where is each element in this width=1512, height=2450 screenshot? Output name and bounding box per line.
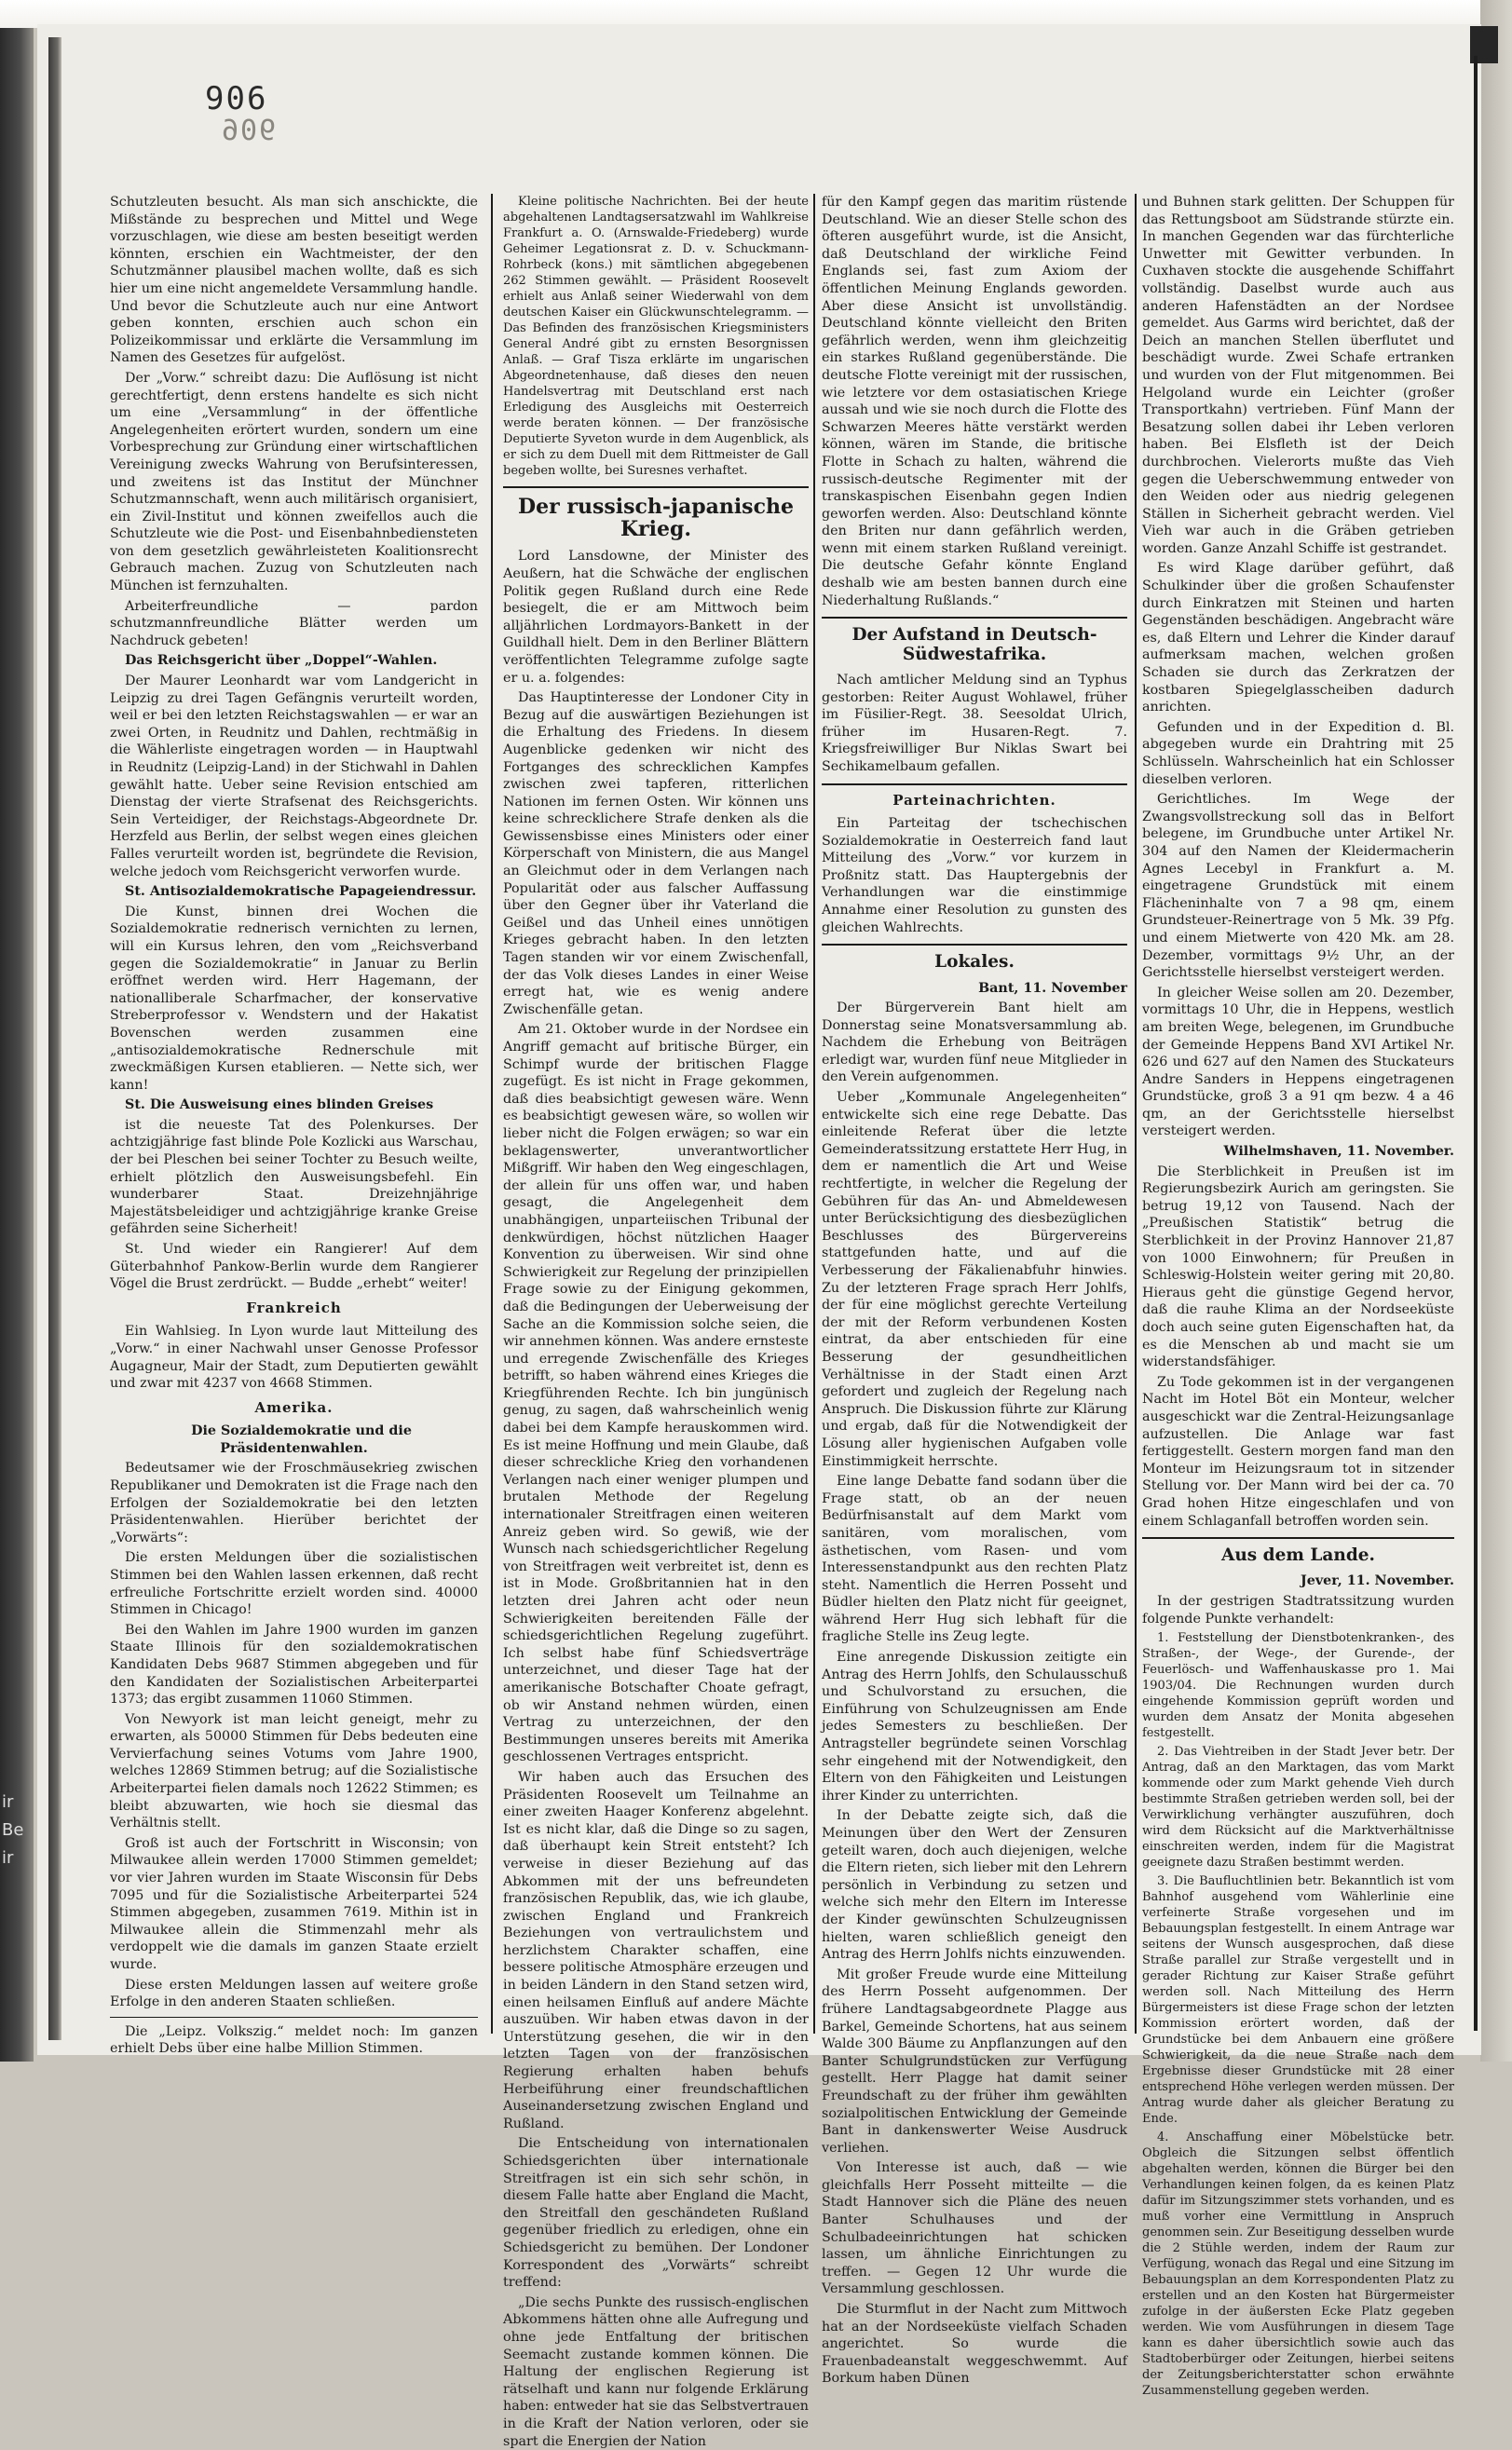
article-paragraph: Zu Tode gekommen ist in der vergangenen Nacht im Hotel Böt ein Monteur, welcher ausgeschickt war die Zentral-Heizungsanlage aufzustellen. Die Anlage war fast fertiggestellt. Gestern morgen fand man den Monteur im Heizungsraum tot in sitzender Stellung vor. Der Mann wird bei der ca. 70 Grad hohen Hitze eingeschlafen und von einem Schlaganfall betroffen worden sein. (1142, 1374, 1454, 1529)
separator (822, 944, 1127, 946)
article-paragraph: Das Hauptinteresse der Londoner City in Bezug auf die auswärtigen Beziehungen ist die Erhaltung des Friedens. In diesem Augenblicke gedenken wir nicht des Fortganges des schrecklichen Kampfes zwischen zwei tapferen, ritterlichen Nationen im fernen Osten. Wir können uns keine schrecklichere Strafe denken als die Gewissensbisse eines Ministers oder einer Körperschaft von Ministern, die aus Mangel an Gleichmut oder in dem Verlangen nach Popularität oder aus falscher Auffassung über den Gegner über ihr Vaterland die Geißel und das Unheil eines unnötigen Krieges gebracht haben. In den letzten Tagen standen wir vor einem Zwischenfall, der das Volk dieses Landes in einer Weise erregt hat, wie es wenig andere Zwischenfälle getan. (503, 690, 809, 1017)
separator (110, 2017, 478, 2018)
separator (822, 617, 1127, 619)
page-number-bleedthrough: 906 (222, 112, 279, 144)
article-heading: St. Die Ausweisung eines blinden Greises (125, 1097, 434, 1113)
article-paragraph: und Buhnen stark gelitten. Der Schuppen für das Rettungsboot am Südstrande stürzte ein. In manchen Gegenden war das fürchterliche Unwetter mit Gewitter verbunden. In Cuxhaven stockte die ausgehende Schiffahrt vollständig. Daselbst wurde auch aus anderen Hafenstädten an der Nordsee gemeldet. Aus Garms wird berichtet, daß der Deich an manchen Stellen überflutet und beschädigt wurde. Zwei Schafe ertranken und wurden von der Flut mitgenommen. Bei Helgoland wurde ein Leichter (großer Transportkahn) vertrieben. Fünf Mann der Besatzung sollen dabei ihr Leben verloren haben. Bei Elsfleth ist der Deich durchbrochen. Vielerorts mußte das Vieh gegen die Ueberschwemmung entweder von den Weiden oder aus niedrig gelegenen Ställen in Sicherheit gebracht werden. Viel Vieh war auch in die Gräben getrieben worden. Ganze Anzahl Schiffe ist gestrandet. (1142, 195, 1454, 556)
article-paragraph: Gefunden und in der Expedition d. Bl. abgegeben wurde ein Drahtring mit 25 Schlüsseln. Wahrscheinlich hat ein Schlosser dieselben verloren. (1142, 719, 1454, 787)
article-paragraph: ist die neueste Tat des Polenkurses. Der achtzigjährige fast blinde Pole Kozlicki aus Warschau, der bei Pleschen bei seiner Tochter zu Besuch weilte, erhielt plötzlich den Ausweisungsbefehl. Ein wunderbarer Staat. Dreizehnjährige Majestätsbeleidiger und achtzigjährige kranke Greise gefährden seine Sicherheit! (110, 1117, 478, 1237)
separator (822, 783, 1127, 785)
article-paragraph: Der „Vorw.“ schreibt dazu: Die Auflösung ist nicht gerechtfertigt, denn erstens handelte es sich nicht um eine „Versammlung“ in der öffentliche Angelegenheiten erörtert wurden, sondern um eine Vorbesprechung zur Gründung einer wirtschaftlichen Vereinigung zwecks Wahrung von Berufsinteressen, und zweitens ist das Institut der Münchner Schutzmannschaft, wenn auch militärisch organisiert, ein Zivil-Institut und können zweifellos auch die Schutzleute wie die Post- und Eisenbahnbediensteten von dem gesetzlich gewährleisteten Koalitionsrecht Gebrauch machen. Zuzug von Schutzleuten nach München ist fernzuhalten. (110, 370, 478, 594)
section-heading: Der russisch-japanische Krieg. (518, 495, 794, 542)
article-paragraph: Schutzleuten besucht. Als man sich anschickte, die Mißstände zu besprechen und Mittel und Wege vorzuschlagen, wie diese am besten beseitigt werden könnten, erschien ein Wachtmeister, der den Schutzmänner plausibel machen wollte, daß es sich hier um eine nicht angemeldete Versammlung handle. Und bevor die Schutzleute auch nur eine Antwort geben konnten, erschien auch schon ein Polizeikommissar und erklärte die Versammlung im Namen des Gesetzes für aufgelöst. (110, 195, 478, 366)
article-paragraph: Bei den Wahlen im Jahre 1900 wurden im ganzen Staate Illinois für den sozialdemokratischen Kandidaten Debs 9687 Stimmen abgegeben und für den Kandidaten der Sozialistischen Arbeiterpartei 1373; das ergibt zusammen 11060 Stimmen. (110, 1622, 478, 1708)
article-paragraph: Der Bürgerverein Bant hielt am Donnerstag seine Monatsversammlung ab. Nachdem die Erhebung von Beiträgen erledigt war, wurden fünf neue Mitglieder in den Verein aufgenommen. (822, 1000, 1127, 1085)
section-heading: Aus dem Lande. (1221, 1545, 1375, 1566)
edge-fragment: ir (2, 1792, 14, 1812)
scan-border-left (0, 0, 34, 2062)
article-paragraph: 3. Die Baufluchtlinien betr. Bekanntlich ist vom Bahnhof ausgehend vom Wählerlinie eine verfeinerte Straße vorgesehen und im Bebauungsplan festgestellt. In einem Antrage war seitens der Wunsch ausgesprochen, daß diese Straße parallel zur Straße vergestellt und in gerader Richtung zur Kaiser Straße geführt werden soll. Nach Mitteilung des Herrn Bürgermeisters ist diese Frage schon der letzten Kommission erörtert worden, daß der Grundstücke bei dem Anbauern eine größere Schwierigkeit, da die neue Straße nach dem Ergebnisse dieser Grundstücke mit 28 einer entsprechend Höhe verlegen werden müssen. Der Antrag wurde daher als gleicher Beratung zu Ende. (1142, 1874, 1454, 2127)
edge-fragment: Be (2, 1820, 24, 1840)
section-heading: Frankreich (246, 1299, 342, 1316)
article-paragraph: Eine anregende Diskussion zeitigte ein Antrag des Herrn Johlfs, den Schulausschuß und Schulvorstand zu ersuchen, die Einführung von Schulzeugnissen am Ende jedes Semesters zu beschließen. Der Antragsteller begründete seinen Vorschlag sehr eingehend mit der Notwendigkeit, den Eltern von den Fähigkeiten und Leistungen ihrer Kinder zu unterrichten. (822, 1650, 1127, 1803)
article-paragraph: Es wird Klage darüber geführt, daß Schulkinder über die großen Schaufenster durch Einkratzen mit Steinen und harten Gegenständen beschädigen. Angebracht wäre es, daß Eltern und Lehrer die Kinder darauf aufmerksam machen, welchen großen Schaden sie durch das Zerkratzen der kostbaren Spiegelglasscheiben dadurch anrichten. (1142, 561, 1454, 715)
article-paragraph: für den Kampf gegen das maritim rüstende Deutschland. Wie an dieser Stelle schon des öfteren ausgeführt wurde, ist die Ansicht, daß Deutschland der wirkliche Feind Englands sei, fast zum Axiom der öffentlichen Meinung Englands geworden. Aber diese Ansicht ist unvollständig. Deutschland könnte vielleicht den Briten gefährlich werden, wenn ihm gleichzeitig ein starkes Rußland gegenüberstände. Die deutsche Flotte vereinigt mit der russischen, wie letztere vor dem ostasiatischen Kriege aussah und wie sie noch durch die Flotte des Schwarzen Meeres hätte verstärkt werden können, wären im Stande, die britische Flotte in Schach zu halten, während die russisch-deutsche Regimenter mit der transkaspischen Eisenbahn gegen Indien geworfen werden. Also: Deutschland könnte den Briten nur dann gefährlich werden, wenn mit einem starken Rußland vereinigt. Die deutsche Gefahr könnte England deshalb wie am besten bannen durch eine Niederhaltung Rußlands.“ (822, 195, 1127, 608)
scan-border-right (1480, 0, 1512, 2062)
page-edge-fragments (2, 1789, 30, 1872)
article-paragraph: Diese ersten Meldungen lassen auf weitere große Erfolge in den anderen Staaten schließen. (110, 1977, 478, 2010)
article-paragraph: Mit großer Freude wurde eine Mitteilung des Herrn Posseht aufgenommen. Der frühere Landtagsabgeordnete Plagge aus Barkel, Gemeinde Schortens, hat aus seinem Walde 300 Bäume zu Anpflanzungen auf den Banter Schulgrundstücken zur Verfügung gestellt. Herr Plagge hat damit seiner Freundschaft zu der früher ihm gewählten sozialpolitischen Entwicklung der Gemeinde Bant in dankenswerter Weise Ausdruck verliehen. (822, 1967, 1127, 2156)
column-4 (1142, 194, 1454, 2399)
article-paragraph: In der Debatte zeigte sich, daß die Meinungen über den Wert der Zensuren geteilt waren, doch auch diejenigen, welche die Eltern rieten, sich lieber mit den Lehrern persönlich in Verbindung zu setzen und welche sich mehr den Eltern im Interesse der Kinder gewünschten Schulzeugnissen hielten, waren schließlich geneigt den Antrag des Herrn Johlfs nichts einzuwenden. (822, 1808, 1127, 1963)
article-paragraph: Groß ist auch der Fortschritt in Wisconsin; von Milwaukee allein werden 17000 Stimmen gemeldet; vor vier Jahren wurden im Staate Wisconsin für Debs 7095 und für die Sozialistische Arbeiterpartei 524 Stimmen abgegeben, zusammen 7619. Mithin ist in Milwaukee allein die Stimmenzahl mehr als verdoppelt wie die damals im ganzen Staate erzielt wurde. (110, 1835, 478, 1972)
column-1 (110, 194, 478, 2057)
page-binding-shadow (48, 37, 61, 2040)
article-heading: Die Sozialdemokratie und die Präsidentenwahlen. (191, 1423, 412, 1456)
section-heading: Der Aufstand in Deutsch-Südwestafrika. (851, 625, 1097, 664)
article-paragraph: Eine lange Debatte fand sodann über die Frage statt, ob an der neuen Bedürfnisanstalt auf dem Markt vom sanitären, vom moralischen, vom ästhetischen, vom Rasen- und vom Interessenstandpunkt aus den rechten Platz steht. Namentlich die Herren Posseht und Büdler hielten den Platz nicht für geeignet, während Herr Hug sich lebhaft für die fragliche Stelle ins Zeug legte. (822, 1474, 1127, 1645)
article-paragraph: Die ersten Meldungen über die sozialistischen Stimmen bei den Wahlen lassen erkennen, daß recht erfreuliche Fortschritte erzielt worden sind. 40000 Stimmen in Chicago! (110, 1550, 478, 1618)
dateline: Bant, 11. November (978, 980, 1127, 996)
article-paragraph: In der gestrigen Stadtratssitzung wurden folgende Punkte verhandelt: (1142, 1594, 1454, 1627)
article-paragraph: St. Und wieder ein Rangierer! Auf dem Güterbahnhof Pankow-Berlin wurde dem Rangierer Vögel die Brust zerdrückt. — Budde „erhebt“ weiter! (110, 1242, 478, 1292)
article-paragraph: Nach amtlicher Meldung sind an Typhus gestorben: Reiter August Wohlawel, früher im Füsilier-Regt. 38. Seesoldat Ulrich, früher im Husaren-Regt. 7. Kriegsfreiwilliger Bur Niklas Swart bei Sechikamelbaum gefallen. (822, 672, 1127, 774)
page-right-edge (1474, 56, 1478, 2031)
page-number: 906 (205, 80, 268, 117)
article-paragraph: Ein Parteitag der tschechischen Sozialdemokratie in Oesterreich fand laut Mitteilung des „Vorw.“ vor kurzem in Proßnitz statt. Das Hauptergebnis der Verhandlungen war die einstimmige Annahme einer Resolution zu gunsten des gleichen Wahlrechts. (822, 816, 1127, 935)
column-rule (491, 194, 493, 2034)
article-paragraph: „Die sechs Punkte des russisch-englischen Abkommens hätten ohne alle Aufregung und ohne jede Entfaltung der britischen Seemacht zustande kommen können. Die Haltung der englischen Regierung ist rätselhaft und kann nur folgende Erklärung haben: entweder hat sie das Selbstvertrauen in die Kraft der Nation verloren, oder sie spart die Energien der Nation (503, 2294, 809, 2449)
article-paragraph: Am 21. Oktober wurde in der Nordsee ein Angriff gemacht auf britische Bürger, ein Schimpf wurde der britischen Flagge zugefügt. Es ist nicht in Frage gekommen, daß dies beabsichtigt gewesen wäre. Wenn es beabsichtigt gewesen wäre, so wollen wir lieber nicht die Folgen erwägen; so war ein beklagenswerter, unverantwortlicher Mißgriff. Wir haben den Weg eingeschlagen, der allein für uns offen war, und haben gesagt, die Angelegenheit dem unabhängigen, unparteiischen Tribunal der denkwürdigen, höchst nützlichen Haager Konvention zu überweisen. Wir sind ohne Schwierigkeit zur Regelung der prinzipiellen Frage sowie zu der Einigung gekommen, daß die Bedingungen der Ueberweisung der Sache an die Kommission solche seien, die wir annehmen können. Was andere ernsteste und erregende Zwischenfälle des Krieges betrifft, so haben während eines Krieges die Kriegführenden Rechte. Ich bin jungünisch genug, zu sagen, daß wahrscheinlich wenig dabei bei dem Kampfe herauskommen wird. Es ist meine Hoffnung und mein Glaube, daß dieser schreckliche Krieg den vorhandenen Verlangen nach einer weniger plumpen und brutalen Methode der Regelung internationaler Streitfragen einen weiteren Anreiz geben wird. So gewiß, wie der Wunsch nach schiedsgerichtlicher Regelung von Streitfragen weit verbreitet ist, denn es ist in Mode. Großbritannien hat in den letzten drei Jahren acht oder neun Schwierigkeiten bereitenden Fälle der schiedsgerichtlichen Regelung zugeführt. Ich selbst habe fünf Schiedsverträge unterzeichnet, und dieser Tage hat der amerikanische Botschafter Choate gefragt, ob wir Anstand nehmen würden, einen Vertrag zu unterzeichnen, der den Bestimmungen unseres bereits mit Amerika geschlossenen Vertrages entspricht. (503, 1022, 809, 1765)
article-paragraph: Die Sturmflut in der Nacht zum Mittwoch hat an der Nordseeküste vielfach Schaden angerichtet. So wurde die Frauenbadeanstalt weggeschwemmt. Auf Borkum haben Dünen (822, 2302, 1127, 2387)
article-heading: St. Antisozialdemokratische Papageiendressur. (125, 884, 477, 900)
article-paragraph: Die Kunst, binnen drei Wochen die Sozialdemokratie rednerisch vernichten zu lernen, will ein Kursus lehren, den vom „Reichsverband gegen die Sozialdemokratie“ in Januar zu Berlin eröffnet werden wird. Herr Hagemann, der nationalliberale Scharfmacher, der konservative Streberprofessor v. Wendstern und der Hakatist Bovenschen werden zusammen eine „antisozialdemokratische Rednerschule mit zweckmäßigen Kursen etablieren. — Nette sich, wer kann! (110, 904, 478, 1093)
article-paragraph: Von Interesse ist auch, daß — wie gleichfalls Herr Posseht mitteilte — die Stadt Hannover sich die Pläne des neuen Banter Schulhauses und der Schulbadeeinrichtungen hat schicken lassen, um ähnliche Einrichtungen zu treffen. — Gegen 12 Uhr wurde die Versammlung geschlossen. (822, 2160, 1127, 2297)
article-paragraph: In gleicher Weise sollen am 20. Dezember, vormittags 10 Uhr, die in Heppens, westlich am breiten Wege, belegenen, im Grundbuche der Gemeinde Heppens Band XVI Artikel Nr. 626 und 627 auf den Namen des Stuckateurs Andre Sanders in Heppens eingetragenen Grundstücke, groß 3 a 91 qm bezw. 4 a 46 qm, an der Gerichtsstelle hierselbst versteigert werden. (1142, 985, 1454, 1139)
article-paragraph: Von Newyork ist man leicht geneigt, mehr zu erwarten, als 50000 Stimmen für Debs bedeuten eine Vervierfachung seines Votums vom Jahre 1900, welches 12869 Stimmen betrug; auf die Sozialistische Arbeiterpartei fielen damals noch 12622 Stimmen; es bleibt abzuwarten, wie hoch sie diesmal das Verhältnis stellt. (110, 1711, 478, 1831)
article-paragraph: Gerichtliches. Im Wege der Zwangsvollstreckung soll das in Belfort belegene, im Grundbuche unter Artikel Nr. 304 auf den Namen der Kleidermacherin Agnes Lecebyl in Frankfurt a. M. eingetragene Grundstück mit einem Flächeninhalte von 7 a 98 qm, einem Grundsteuer-Reinertrage von 5 Mk. 39 Pfg. und einem Mietwerte von 420 Mk. am 28. Dezember, vormittags 9½ Uhr, an der Gerichtsstelle hierselbst versteigert werden. (1142, 792, 1454, 981)
section-heading: Lokales. (934, 952, 1015, 973)
dateline: Jever, 11. November. (1301, 1573, 1454, 1589)
article-heading: Das Reichsgericht über „Doppel“-Wahlen. (125, 653, 438, 669)
article-paragraph: Ueber „Kommunale Angelegenheiten“ entwickelte sich eine rege Debatte. Das einleitende Referat über die letzte Gemeinderatssitzung erstattete Herr Hug, in dem er namentlich die Art und Weise rechtfertigte, in welcher die Regelung der Gebühren für das An- und Abmeldewesen unter Berücksichtigung des diesbezüglichen Beschlusses des Bürgervereins stattgefunden hatte, und auf die Verbesserung der Fäkalienabfuhr hinwies. Zu der letzteren Frage sprach Herr Johlfs, der für eine möglichst gerechte Verteilung der mit der Reform verbundenen Kosten eintrat, da aber entschieden für eine Besserung der gesundheitlichen Verhältnisse in der Stadt einen Arzt gefordert und zugleich der Regelung nach Anspruch. Die Diskussion führte zur Klärung und ergab, daß für die Notwendigkeit der Lösung aller hygienischen Aufgaben volle Einstimmigkeit herrschte. (822, 1090, 1127, 1469)
article-paragraph: Ein Wahlsieg. In Lyon wurde laut Mitteilung des „Vorw.“ in einer Nachwahl unser Genosse Professor Augagneur, Mair der Stadt, zum Deputierten gewählt und zwar mit 4237 von 4668 Stimmen. (110, 1324, 478, 1392)
column-rule (813, 194, 815, 2034)
article-paragraph: Die Sterblichkeit in Preußen ist im Regierungsbezirk Aurich am geringsten. Sie betrug 19,12 von Tausend. Nach der „Preußischen Statistik“ betrug die Sterblichkeit in der Provinz Hannover 21,87 von 1000 Einwohnern; für Preußen in Schleswig-Holstein weiter gering mit 20,80. Hieraus geht die günstige Gegend hervor, daß die rauhe Klima an der Nordseeküste doch auch seine guten Eigenschaften hat, da es die Menschen ab und macht sie um widerstandsfähiger. (1142, 1164, 1454, 1370)
article-paragraph: Kleine politische Nachrichten. Bei der heute abgehaltenen Landtagsersatzwahl im Wahlkreise Frankfurt a. O. (Arnswalde-Friedeberg) wurde Geheimer Legationsrat z. D. v. Schuckmann-Rohrbeck (kons.) mit sämtlichen abgegebenen 262 Stimmen gewählt. — Präsident Roosevelt erhielt aus Anlaß seiner Wiederwahl von dem deutschen Kaiser ein Glückwunschtelegramm. — Das Befinden des französischen Kriegsministers General André gibt zu ernsten Besorgnissen Anlaß. — Graf Tisza erklärte im ungarischen Abgeordnetenhause, daß dieses den neuen Handelsvertrag mit Deutschland erst nach Erledigung des Ausgleichs mit Oesterreich werde beraten können. — Der französische Deputierte Syveton wurde in dem Augenblick, als er sich zu dem Duell mit dem Rittmeister de Gall begeben wollte, bei Suresnes verhaftet. (503, 195, 809, 478)
separator (1142, 1537, 1454, 1539)
dateline: Wilhelmshaven, 11. November. (1223, 1144, 1454, 1160)
article-paragraph: 1. Feststellung der Dienstbotenkranken-, des Straßen-, der Wege-, der Gurende-, der Feuerlösch- und Waffenhauskasse pro 1. Mai 1903/04. Die Rechnungen wurden durch eingehende Kommission geprüft worden und wurden dem Ansatz der Monita abgesehen festgestellt. (1142, 1631, 1454, 1741)
article-paragraph: Der Maurer Leonhardt war vom Landgericht in Leipzig zu drei Tagen Gefängnis verurteilt worden, weil er bei den letzten Reichstagswahlen — er war an zwei Orten, in Reudnitz und Dahlen, rechtmäßig in die Wählerliste eingetragen worden — in Hauptwahl in Reudnitz (Leipzig-Land) in der Stichwahl in Dahlen gewählt hatte. Ueber seine Revision entschied am Dienstag der vierte Strafsenat des Reichsgerichts. Sein Verteidiger, der Reichstags-Abgeordnete Dr. Herzfeld aus Berlin, der selbst wegen eines gleichen Falles verurteilt worden ist, begründete die Revision, welche jedoch vom Reichsgericht verworfen wurde. (110, 674, 478, 879)
column-2 (503, 194, 809, 2449)
article-paragraph: Bedeutsamer wie der Froschmäusekrieg zwischen Republikaner und Demokraten ist die Frage nach den Erfolgen der Sozialdemokratie bei den letzten Präsidentenwahlen. Hierüber berichtet der „Vorwärts“: (110, 1461, 478, 1545)
article-paragraph: Die „Leipz. Volkszig.“ meldet noch: Im ganzen erhielt Debs über eine halbe Million Stimmen. (110, 2023, 478, 2057)
column-rule (1135, 194, 1137, 2034)
column-3 (822, 194, 1127, 2387)
section-heading: Amerika. (254, 1398, 334, 1416)
article-paragraph: Die Entscheidung von internationalen Schiedsgerichten über internationale Streitfragen ist ein sich sehr schön, in diesem Falle hatte aber England die Macht, den Streitfall den geschändeten Rußland gegenüber friedlich zu erledigen, ohne ein Schiedsgericht zu bemühen. Der Londoner Korrespondent des „Vorwärts“ schreibt treffend: (503, 2136, 809, 2291)
article-paragraph: 2. Das Viehtreiben in der Stadt Jever betr. Der Antrag, daß an den Marktagen, das vom Markt kommende oder zum Markt gehende Vieh durch bestimmte Straßen getrieben werden soll, bei der Verwirklichung verhängter auszuführen, doch wird dem Rücksicht auf die Marktverhältnisse einschreiten werden, indem für die Magistrat geeignete dazu Straßen bestimmt werden. (1142, 1745, 1454, 1871)
separator (503, 486, 809, 488)
article-paragraph: Lord Lansdowne, der Minister des Aeußern, hat die Schwäche der englischen Politik gegen Rußland durch eine Rede besiegelt, die er am Mittwoch beim alljährlichen Lordmayors-Bankett in der Guildhall hielt. Dem in den Berliner Blättern veröffentlichten Telegramme zufolge sagte er u. a. folgendes: (503, 549, 809, 686)
article-paragraph: Wir haben auch das Ersuchen des Präsidenten Roosevelt um Teilnahme an einer zweiten Haager Konferenz abgelehnt. Ist es nicht klar, daß die Dinge so zu sagen, daß überhaupt kein Streit entsteht? Ich verweise in dieser Beziehung auf das Abkommen mit der uns befreundeten französischen Republik, das, wie ich glaube, zwischen England und Frankreich Beziehungen von vertraulichstem und herzlichstem Charakter schaffen, eine bessere politische Atmosphäre erzeugen und in beiden Ländern in den Stand setzen wird, einen heilsamen Einfluß auf andere Mächte auszuüben. Wir haben etwas davon in der Unterstützung gesehen, die wir in den letzten Tagen von der französischen Regierung erhalten haben behufs Herbeiführung einer freundschaftlichen Auseinandersetzung zwischen England und Rußland. (503, 1769, 809, 2131)
section-heading: Parteinachrichten. (892, 791, 1056, 809)
article-paragraph: Arbeiterfreundliche — pardon schutzmannfreundliche Blätter werden um Nachdruck gebeten! (110, 598, 478, 648)
edge-fragment: ir (2, 1848, 14, 1868)
article-paragraph: 4. Anschaffung einer Möbelstücke betr. Obgleich die Sitzungen selbst öffentlich abgehalten werden, können die Bürger bei den Verhandlungen keinen folgen, da es keinen Platz dafür im Sitzungszimmer stets vorhanden, und es muß vorher eine Vermittlung in Anspruch genommen sein. Zur Beseitigung desselben wurde die 2 Stühle werden, indem der Raum zur Verfügung, wonach das Regal und eine Sitzung im Bebauungsplan an dem Korrespondenten Platz zu erstellen und an den Kosten hat Bürgermeister zufolge in der äußersten Ecke Platz gegeben werden. Wie vom Ausführungen in diesem Tage kann es daher übersichtlich sowie auch das Stadtoberbürger oder Zeitungen, hierbei seitens der Zeitungsberichterstatter schon erwähnte Zusammenstellung gegeben werden. (1142, 2130, 1454, 2399)
